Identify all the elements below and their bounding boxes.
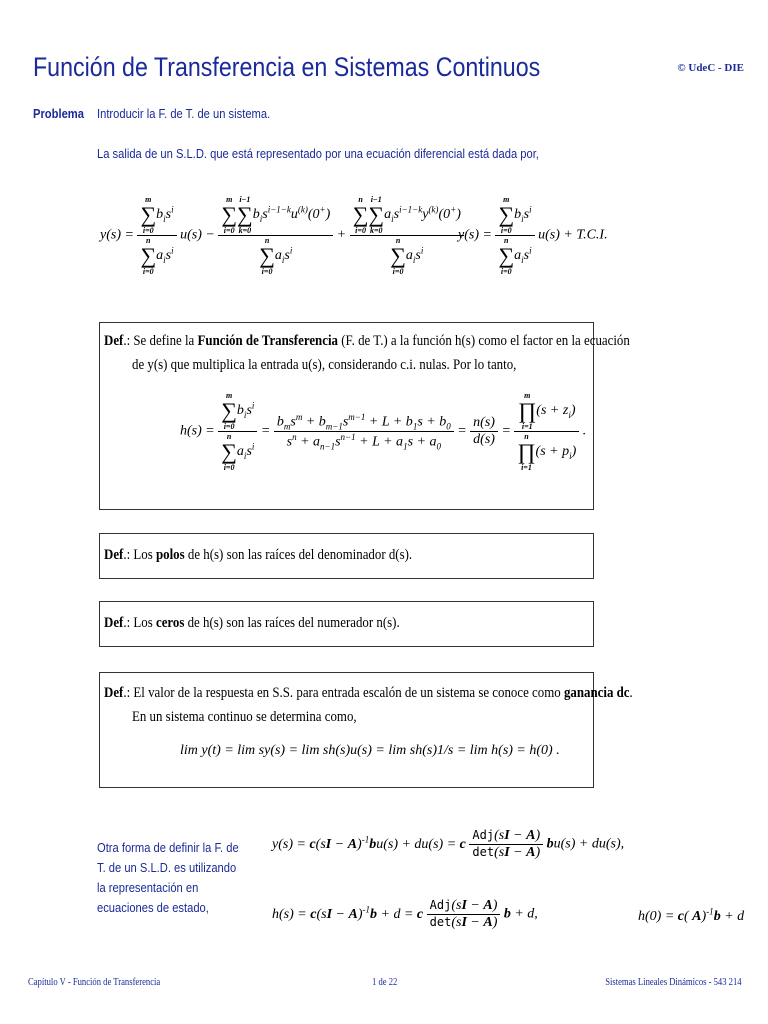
def4-line2: En un sistema continuo se determina como, — [132, 709, 357, 725]
footer-chapter: Capítulo V - Función de Transferencia — [28, 977, 161, 988]
def4-line1: Def.: El valor de la respuesta en S.S. para entrada escalón de un sistema se conoce como ganancia dc. — [104, 685, 633, 701]
def1-line2: de y(s) que multiplica la entrada u(s), considerando c.i. nulas. Por lo tanto, — [132, 357, 517, 373]
def2-text: Def.: Los polos de h(s) son las raíces del denominador d(s). — [104, 547, 413, 563]
problema-label: Problema — [33, 106, 84, 121]
equation-hs-state-space: h(s) = c(sI − A)$^{-1}$b + d = c $\frac{\text{Adj(sI − A)}}{\det(sI - A)}$ b + d, — [272, 898, 538, 930]
footer-page-number: 1 de 22 — [372, 977, 398, 988]
state-space-intro: Otra forma de definir la F. de T. de un S.L.D. es utilizando la representación en ecuaciones de estado, — [97, 840, 239, 915]
page-title: Función de Transferencia en Sistemas Continuos — [33, 52, 541, 82]
equation-h0: h(0) = c( A)$^{-1}$b + d — [638, 906, 745, 924]
salida-text: La salida de un S.L.D. que está representado por una ecuación diferencial está dada por, — [97, 146, 539, 161]
equation-ys-state-space: y(s) = c(sI − A)$^{-1}$bu(s) + du(s) = c $\frac{\text{Adj(sI − A)}}{\det(sI - A)}$ bu(s) + du(s), — [272, 828, 625, 860]
equation-hs: h(s) = m ∑ i=0 $b_is^i$ n ∑ i=0 $a_is^i$ = $\frac{b_ms^m + b_{m-1}s^{m-1} + L + b_1s + b_0}{s^n + a_{n-1}s^{n-1} + L + a_1s + a_0}$ = $\frac{n(s)}{d(s)}$ = m ∏ i=1 $(s + z_i)$ n ∏ i=1 $(s + p_i)$ . — [180, 391, 587, 472]
definition-box-dc-gain — [99, 672, 633, 788]
equation-ys-short: y(s) = m ∑ i=0 $b_is^i$ n ∑ i=0 $a_is^i$ u(s) + T.C.I. — [458, 195, 608, 276]
copyright-notice: © UdeC - DIE — [677, 62, 744, 74]
definition-box-poles — [99, 533, 594, 579]
def3-text: Def.: Los ceros de h(s) son las raíces del numerador n(s). — [104, 615, 400, 631]
equation-ys-full: y(s) = m ∑ i=0 $b_is^i$ n ∑ i=0 $a_is^i$ u(s) − m ∑ i=0 i−1 ∑ k=0 $b_is^{i-1-k}u^{(k)}(0^+)$ n ∑ i=0 $a_is^i$ + n ∑ i=0 i−1 ∑ k=0 $a_is^{i-1-k}y^{(k)}(0^+)$ n ∑ i=0 $a_is^i$ — [100, 195, 464, 276]
definition-box-transfer-function — [99, 322, 630, 510]
equation-dc-gain: lim y(t) = lim sy(s) = lim sh(s)u(s) = lim sh(s)1/s = lim h(s) = h(0) . — [180, 743, 560, 758]
def1-line1: Def.: Se define la Función de Transferencia (F. de T.) a la función h(s) como el factor en la ecuación — [104, 333, 630, 349]
def-label: Def — [104, 333, 124, 349]
problema-text: Introducir la F. de T. de un sistema. — [97, 106, 271, 121]
definition-box-zeros — [99, 601, 594, 647]
footer-course: Sistemas Lineales Dinámicos - 543 214 — [605, 977, 742, 988]
def1-bold-term: Función de Transferencia — [197, 333, 338, 349]
